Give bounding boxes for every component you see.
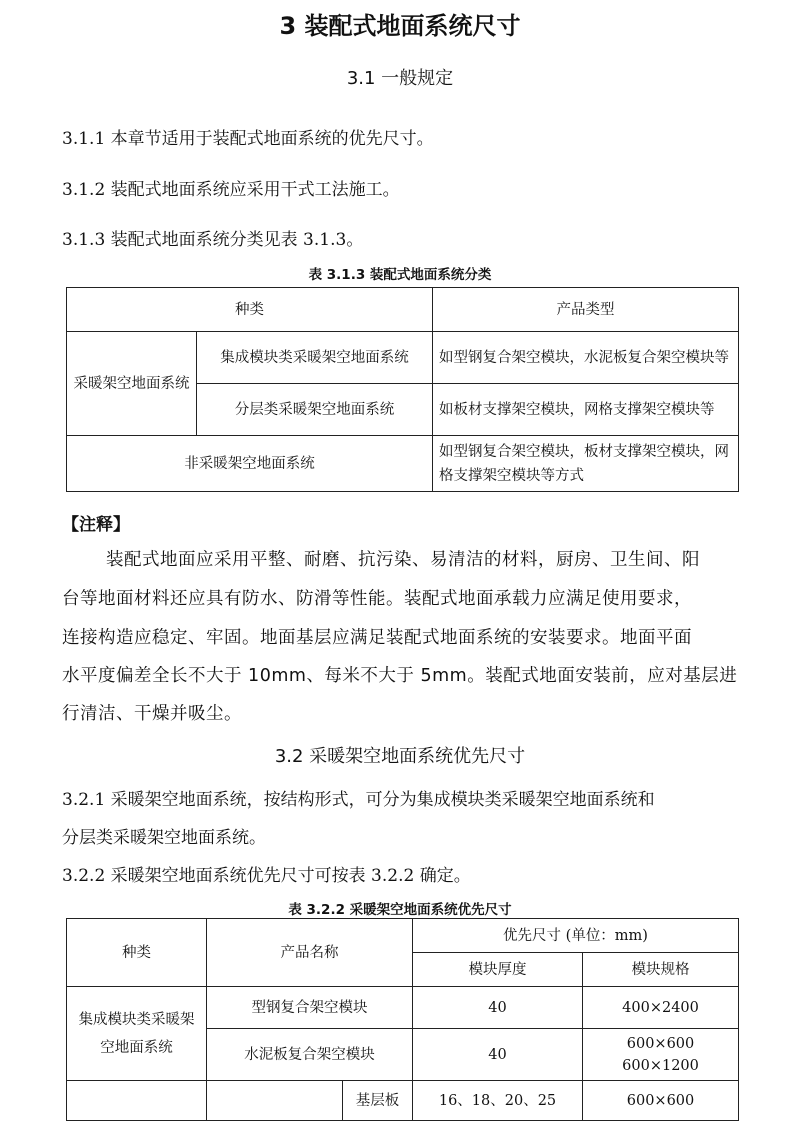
spec-line: 600×600 [626, 1035, 695, 1052]
table-cell-thickness: 40 [413, 1029, 583, 1081]
table-header-thickness: 模块厚度 [413, 953, 583, 987]
table-cell-thickness: 16、18、20、25 [413, 1081, 583, 1121]
table-cell-empty [207, 1081, 343, 1121]
group-label: 采暖架空地面系统 [67, 332, 197, 436]
note-heading: 【注释】 [62, 515, 130, 535]
table-3-2-2-caption: 表 3.2.2 采暖架空地面系统优先尺寸 [288, 902, 512, 918]
clause-3-2-2: 3.2.2 采暖架空地面系统优先尺寸可按表 3.2.2 确定。 [62, 866, 471, 886]
table-header-name: 产品名称 [207, 919, 413, 987]
table-cell-kind: 集成模块类采暖架空地面系统 [197, 332, 433, 384]
table-header-product: 产品类型 [433, 288, 739, 332]
section-3-1-title: 3.1 一般规定 [346, 68, 454, 89]
table-header-size: 优先尺寸 (单位：mm) [413, 919, 739, 953]
table-cell-product: 如板材支撑架空模块，网格支撑架空模块等 [433, 384, 739, 436]
table-cell-product: 如型钢复合架空模块，板材支撑架空模块，网格支撑架空模块等方式 [433, 436, 739, 492]
clause-3-1-3: 3.1.3 装配式地面系统分类见表 3.1.3。 [62, 230, 364, 250]
clause-3-2-1-cont: 分层类采暖架空地面系统。 [62, 828, 266, 848]
note-line: 装配式地面应采用平整、耐磨、抗污染、易清洁的材料，厨房、卫生间、阳 [106, 550, 700, 570]
table-cell-name: 基层板 [343, 1081, 413, 1121]
group-label: 集成模块类采暖架空地面系统 [67, 987, 207, 1081]
note-line: 行清洁、干燥并吸尘。 [62, 704, 242, 724]
table-header-spec: 模块规格 [583, 953, 739, 987]
table-3-2-2 [66, 918, 739, 1121]
table-cell-kind: 非采暖架空地面系统 [67, 436, 433, 492]
table-header-kind: 种类 [67, 919, 207, 987]
spec-line: 600×1200 [622, 1057, 699, 1074]
clause-3-1-2: 3.1.2 装配式地面系统应采用干式工法施工。 [62, 180, 400, 200]
table-cell-spec: 400×2400 [583, 987, 739, 1029]
table-cell-thickness: 40 [413, 987, 583, 1029]
section-3-2-title: 3.2 采暖架空地面系统优先尺寸 [274, 746, 526, 767]
note-line: 台等地面材料还应具有防水、防滑等性能。装配式地面承载力应满足使用要求， [62, 589, 692, 609]
table-header-kind: 种类 [67, 288, 433, 332]
table-cell-kind: 分层类采暖架空地面系统 [197, 384, 433, 436]
note-line: 连接构造应稳定、牢固。地面基层应满足装配式地面系统的安装要求。地面平面 [62, 628, 692, 648]
table-cell-spec [583, 1029, 739, 1081]
table-cell-product: 如型钢复合架空模块，水泥板复合架空模块等 [433, 332, 739, 384]
clause-3-2-1: 3.2.1 采暖架空地面系统，按结构形式，可分为集成模块类采暖架空地面系统和 [62, 790, 655, 810]
table-3-1-3 [66, 287, 739, 492]
clause-3-1-1: 3.1.1 本章节适用于装配式地面系统的优先尺寸。 [62, 129, 434, 149]
table-3-1-3-caption: 表 3.1.3 装配式地面系统分类 [308, 267, 492, 283]
note-line: 水平度偏差全长不大于 10mm、每米不大于 5mm。装配式地面安装前，应对基层进 [62, 666, 738, 686]
table-cell-empty [67, 1081, 207, 1121]
table-cell-name: 型钢复合架空模块 [207, 987, 413, 1029]
table-cell-spec: 600×600 [583, 1081, 739, 1121]
table-cell-name: 水泥板复合架空模块 [207, 1029, 413, 1081]
chapter-title: 3 装配式地面系统尺寸 [279, 12, 521, 40]
